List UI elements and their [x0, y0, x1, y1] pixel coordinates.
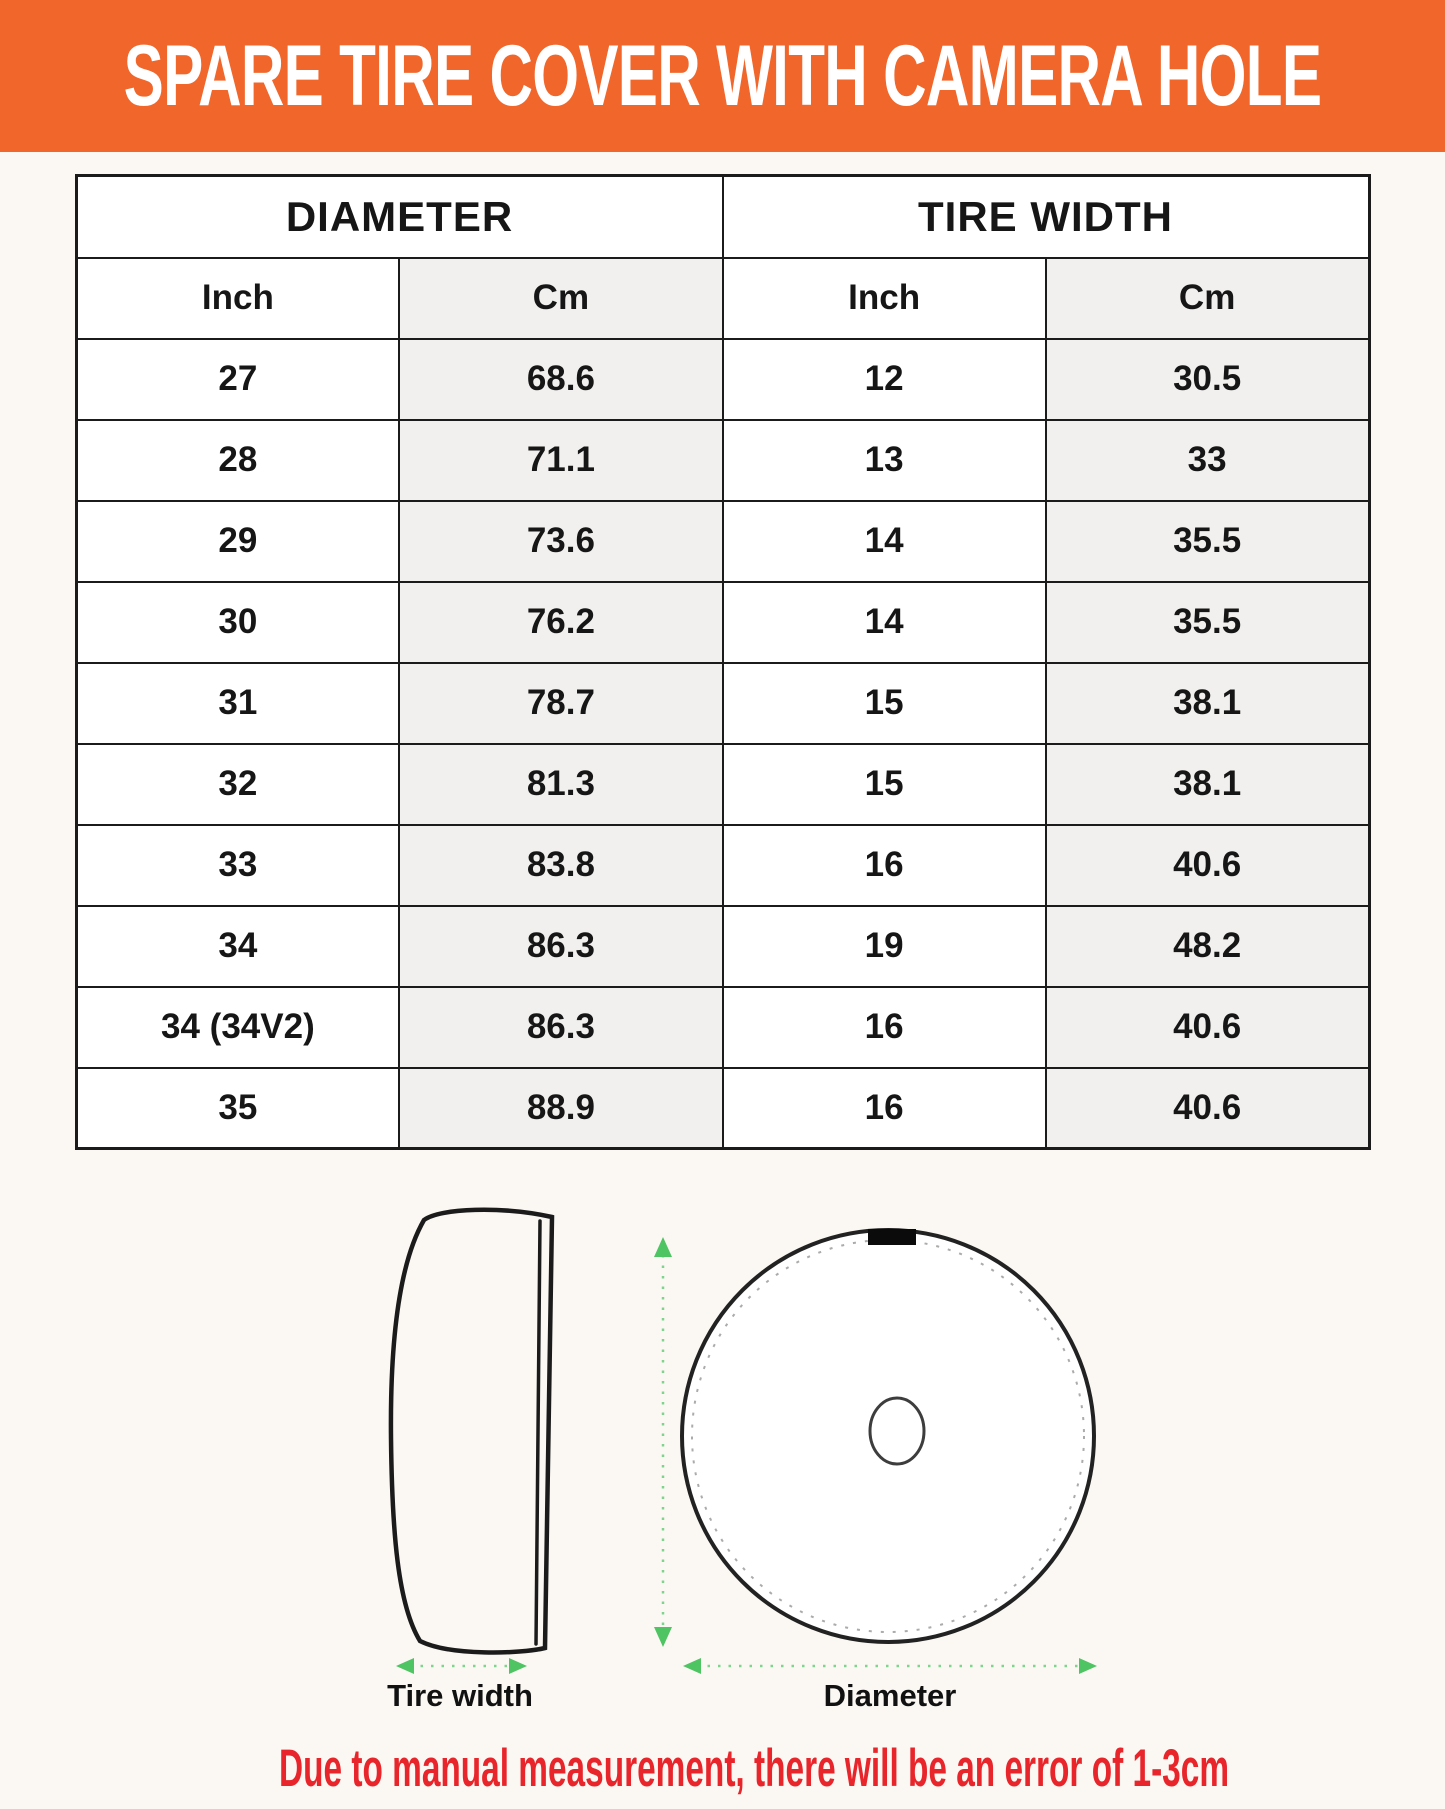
tire-front-view: [682, 1229, 1094, 1642]
arrowhead-right: [1079, 1658, 1097, 1674]
measurement-note-text: Due to manual measurement, there will be an error of 1-3cm: [278, 1739, 1230, 1798]
cell-width-inch: 14: [723, 582, 1046, 663]
width-cm-header: Cm: [1046, 258, 1369, 339]
cell-width-inch: 12: [723, 339, 1046, 420]
table-row: [76, 339, 1369, 420]
diameter-arrow: [683, 1658, 1097, 1674]
title-banner: [0, 0, 1445, 152]
height-arrow: [654, 1237, 672, 1647]
arrowhead-down: [654, 1627, 672, 1647]
cell-diameter-inch: 32: [76, 744, 399, 825]
cell-width-cm: 35.5: [1046, 501, 1369, 582]
cell-width-inch: 19: [723, 906, 1046, 987]
cell-diameter-inch: 31: [76, 663, 399, 744]
cell-width-cm: 38.1: [1046, 744, 1369, 825]
page-title: SPARE TIRE COVER WITH CAMERA HOLE: [123, 28, 1322, 124]
cover-outline: [682, 1230, 1094, 1642]
cell-diameter-cm: 76.2: [399, 582, 722, 663]
diameter-cm-header: Cm: [399, 258, 722, 339]
cell-width-cm: 30.5: [1046, 339, 1369, 420]
diameter-label: Diameter: [823, 1678, 957, 1708]
cell-width-cm: 40.6: [1046, 825, 1369, 906]
cell-diameter-inch: 33: [76, 825, 399, 906]
cell-width-inch: 16: [723, 1068, 1046, 1149]
table-group-header-row: [76, 176, 1369, 258]
cell-diameter-cm: 88.9: [399, 1068, 722, 1149]
table-row: [76, 663, 1369, 744]
cell-width-inch: 16: [723, 987, 1046, 1068]
cell-width-inch: 13: [723, 420, 1046, 501]
cell-width-cm: 38.1: [1046, 663, 1369, 744]
table-row: [76, 420, 1369, 501]
tire-width-group-header: TIRE WIDTH: [723, 176, 1370, 258]
cell-width-cm: 33: [1046, 420, 1369, 501]
cell-width-inch: 14: [723, 501, 1046, 582]
cell-diameter-inch: 29: [76, 501, 399, 582]
diameter-group-header: DIAMETER: [76, 176, 723, 258]
cell-width-cm: 40.6: [1046, 987, 1369, 1068]
cell-width-inch: 15: [723, 663, 1046, 744]
table-row: [76, 1068, 1369, 1149]
cell-diameter-cm: 83.8: [399, 825, 722, 906]
cell-width-inch: 16: [723, 825, 1046, 906]
measurement-note: [0, 1738, 1445, 1799]
cell-width-cm: 35.5: [1046, 582, 1369, 663]
arrowhead-right: [509, 1658, 527, 1674]
cell-diameter-cm: 68.6: [399, 339, 722, 420]
table-row: [76, 744, 1369, 825]
table-row: [76, 501, 1369, 582]
cell-diameter-inch: 27: [76, 339, 399, 420]
cell-diameter-cm: 86.3: [399, 906, 722, 987]
width-arrow: [396, 1658, 527, 1674]
cell-diameter-cm: 81.3: [399, 744, 722, 825]
table-row: [76, 582, 1369, 663]
measurement-diagram: [0, 1203, 1445, 1708]
table-row: [76, 987, 1369, 1068]
cell-width-cm: 48.2: [1046, 906, 1369, 987]
cell-diameter-cm: 73.6: [399, 501, 722, 582]
cell-diameter-inch: 30: [76, 582, 399, 663]
cell-diameter-cm: 78.7: [399, 663, 722, 744]
valve-marker: [868, 1229, 916, 1245]
tire-width-label: Tire width: [387, 1678, 533, 1708]
cell-diameter-inch: 34: [76, 906, 399, 987]
table-row: [76, 906, 1369, 987]
table-unit-header-row: [76, 258, 1369, 339]
cell-diameter-cm: 86.3: [399, 987, 722, 1068]
arrowhead-left: [683, 1658, 701, 1674]
cell-diameter-inch: 34 (34V2): [76, 987, 399, 1068]
tire-side-view: [391, 1210, 552, 1653]
cell-diameter-inch: 35: [76, 1068, 399, 1149]
arrowhead-up: [654, 1237, 672, 1257]
cell-width-cm: 40.6: [1046, 1068, 1369, 1149]
size-table: [75, 174, 1371, 1150]
width-inch-header: Inch: [723, 258, 1046, 339]
arrowhead-left: [396, 1658, 414, 1674]
cell-diameter-inch: 28: [76, 420, 399, 501]
cell-width-inch: 15: [723, 744, 1046, 825]
table-row: [76, 825, 1369, 906]
cell-diameter-cm: 71.1: [399, 420, 722, 501]
diameter-inch-header: Inch: [76, 258, 399, 339]
